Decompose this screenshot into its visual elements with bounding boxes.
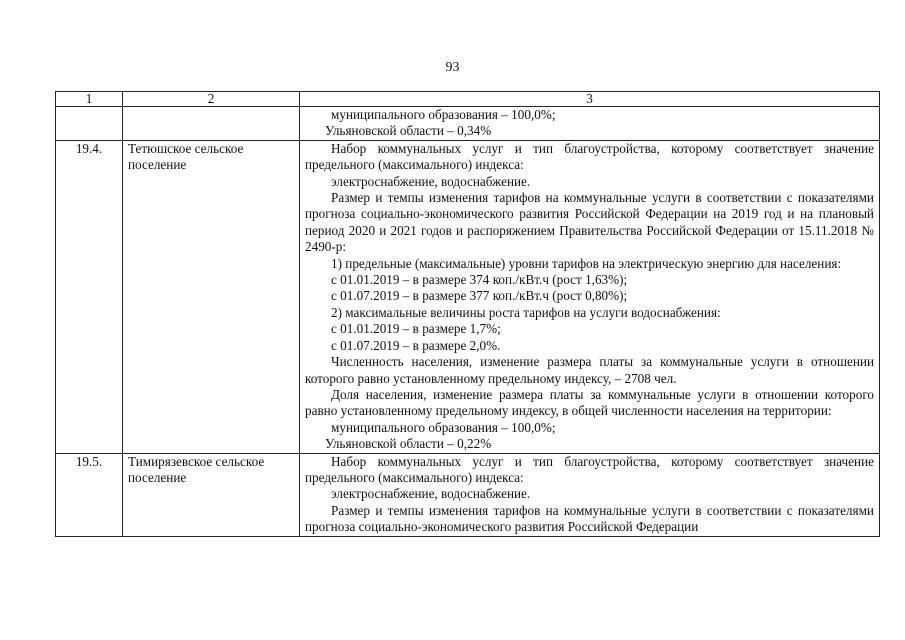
column-header-1: 1 [56, 92, 123, 107]
column-header-2: 2 [123, 92, 300, 107]
description-cell [300, 107, 880, 141]
table-row-19-5 [56, 453, 880, 536]
table-row-continuation [56, 107, 880, 141]
paragraph: с 01.01.2019 – в размере 374 коп./кВт.ч (рост 1,63%); [331, 272, 628, 288]
description-cell [300, 453, 880, 536]
paragraph: 1) предельные (максимальные) уровни тарифов на электрическую энергию для населения: [331, 255, 842, 271]
text-line: Ульяновской области – 0,34% [325, 123, 492, 139]
paragraph: муниципального образования – 100,0%; [331, 419, 556, 435]
row-number-cell: 19.4. [56, 140, 123, 453]
paragraph: электроснабжение, водоснабжение. [331, 173, 531, 189]
page-number: 93 [445, 60, 460, 75]
paragraph: Набор коммунальных услуг и тип благоустройства, которому соответствует значение предельного (максимального) индекса: [305, 453, 874, 485]
tariff-table [55, 91, 880, 537]
table-row-19-4 [56, 140, 880, 453]
settlement-name-cell [123, 107, 300, 141]
paragraph: Ульяновской области – 0,22% [325, 436, 492, 452]
settlement-name-cell: Тетюшское сельское поселение [123, 140, 300, 453]
paragraph: Численность населения, изменение размера платы за коммунальные услуги в отношении которого равно установленному предельному индексу, – 2708 чел. [305, 354, 874, 386]
table-header-row [56, 92, 880, 107]
text-line: муниципального образования – 100,0%; [331, 107, 556, 122]
paragraph: Набор коммунальных услуг и тип благоустройства, которому соответствует значение предельного (максимального) индекса: [305, 140, 874, 173]
settlement-name-cell: Тимирязевское сельское поселение [123, 453, 300, 536]
paragraph: с 01.07.2019 – в размере 2,0%. [331, 337, 501, 353]
column-header-3: 3 [300, 92, 880, 107]
paragraph: электроснабжение, водоснабжение. [331, 486, 531, 502]
paragraph: 2) максимальные величины роста тарифов на услуги водоснабжения: [331, 304, 721, 320]
paragraph: с 01.07.2019 – в размере 377 коп./кВт.ч (рост 0,80%); [331, 288, 628, 304]
row-number-cell [56, 107, 123, 141]
paragraph: Размер и темпы изменения тарифов на коммунальные услуги в соответствии с показателями прогноза социально-экономического развития Российской Федерации на 2019 год и на плановый период 2020 и 2021 годов и распоряжением Правительства Российской Федерации от 15.11.2018 № 2490-р: [305, 190, 874, 255]
paragraph: Доля населения, изменение размера платы за коммунальные услуги в отношении которого равно установленному предельному индексу, в общей численности населения на территории: [305, 386, 874, 419]
description-cell [300, 140, 880, 453]
row-number-cell: 19.5. [56, 453, 123, 536]
paragraph: Размер и темпы изменения тарифов на коммунальные услуги в соответствии с показателями прогноза социально-экономического развития Российской Федерации [305, 502, 874, 535]
paragraph: с 01.01.2019 – в размере 1,7%; [331, 321, 501, 337]
